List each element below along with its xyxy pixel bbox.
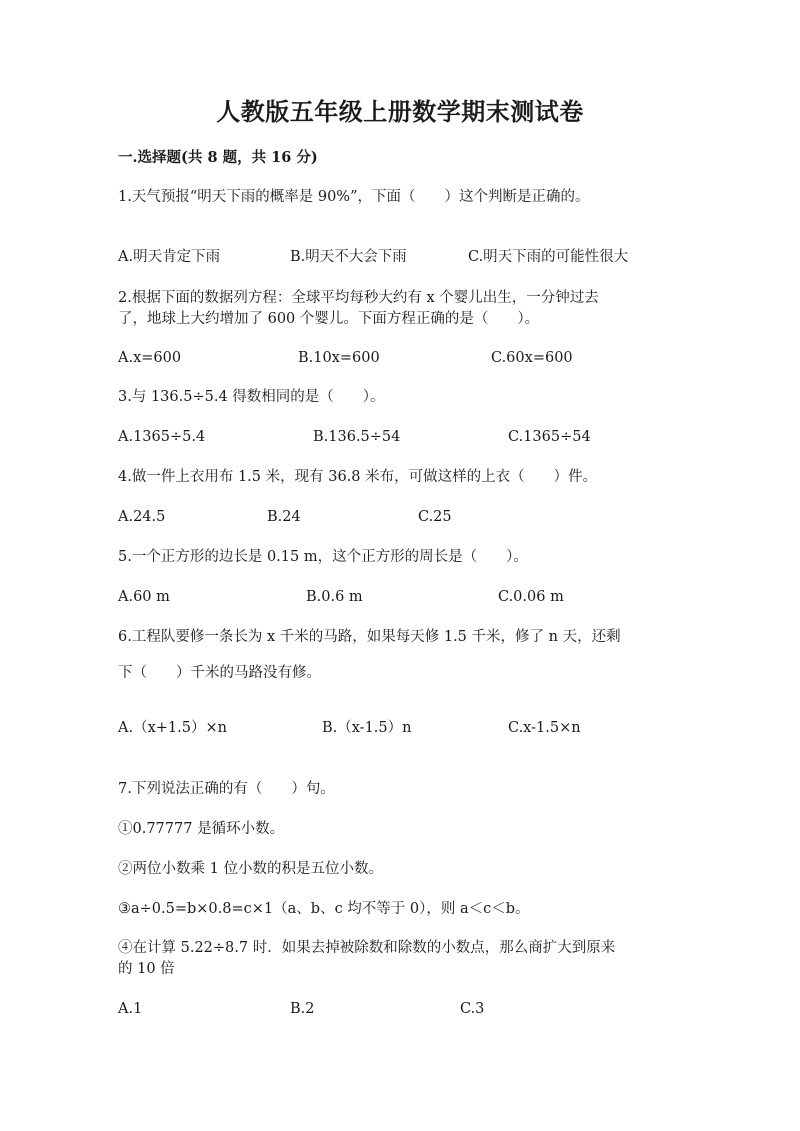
question-1-stem: 1.天气预报“明天下雨的概率是 90%”，下面（ ）这个判断是正确的。	[118, 189, 590, 205]
question-7-statement-4-line-2: 的 10 倍	[118, 961, 175, 977]
question-7-stem: 7.下列说法正确的有（ ）句。	[118, 781, 335, 797]
question-4-stem: 4.做一件上衣用布 1.5 米，现有 36.8 米布，可做这样的上衣（ ）件。	[118, 469, 598, 485]
question-4-option-a: A.24.5	[118, 509, 166, 525]
question-3-option-c: C.1365÷54	[508, 429, 591, 445]
question-6-stem-line-2: 下（ ）千米的马路没有修。	[118, 665, 321, 681]
question-1-option-a: A.明天肯定下雨	[118, 249, 221, 265]
question-5-option-a: A.60 m	[118, 589, 170, 605]
question-4-option-c: C.25	[418, 509, 452, 525]
question-4-option-b: B.24	[267, 509, 301, 525]
question-2-stem-line-1: 2.根据下面的数据列方程：全球平均每秒大约有 x 个婴儿出生，一分钟过去	[118, 290, 599, 306]
question-3-option-b: B.136.5÷54	[313, 429, 401, 445]
question-6-option-b: B.（x-1.5）n	[322, 720, 412, 736]
question-5-stem: 5.一个正方形的边长是 0.15 m，这个正方形的周长是（ ）。	[118, 549, 528, 565]
question-7-statement-1: ①0.77777 是循环小数。	[118, 821, 285, 837]
question-2-option-a: A.x=600	[118, 350, 182, 366]
question-2-option-c: C.60x=600	[491, 350, 573, 366]
question-3-option-a: A.1365÷5.4	[118, 429, 206, 445]
question-7-statement-3: ③a÷0.5=b×0.8=c×1（a、b、c 均不等于 0），则 a＜c＜b。	[118, 901, 530, 917]
question-6-stem-line-1: 6.工程队要修一条长为 x 千米的马路，如果每天修 1.5 千米，修了 n 天，还剩	[118, 629, 621, 645]
question-7-statement-2: ②两位小数乘 1 位小数的积是五位小数。	[118, 861, 383, 877]
question-5-option-c: C.0.06 m	[498, 589, 564, 605]
question-7-option-a: A.1	[118, 1001, 143, 1017]
question-6-option-a: A.（x+1.5）×n	[118, 720, 227, 736]
question-6-option-c: C.x-1.5×n	[508, 720, 581, 736]
question-2-option-b: B.10x=600	[298, 350, 380, 366]
question-7-statement-4-line-1: ④在计算 5.22÷8.7 时．如果去掉被除数和除数的小数点，那么商扩大到原来	[118, 940, 616, 956]
section-heading: 一.选择题(共 8 题，共 16 分)	[118, 149, 318, 166]
question-7-option-c: C.3	[460, 1001, 485, 1017]
question-1-option-c: C.明天下雨的可能性很大	[468, 249, 629, 265]
question-5-option-b: B.0.6 m	[306, 589, 363, 605]
question-3-stem: 3.与 136.5÷5.4 得数相同的是（ ）。	[118, 389, 385, 405]
question-2-stem-line-2: 了，地球上大约增加了 600 个婴儿。下面方程正确的是（ ）。	[118, 311, 540, 327]
question-7-option-b: B.2	[290, 1001, 315, 1017]
question-1-option-b: B.明天不大会下雨	[290, 249, 407, 265]
page-title: 人教版五年级上册数学期末测试卷	[216, 97, 584, 126]
